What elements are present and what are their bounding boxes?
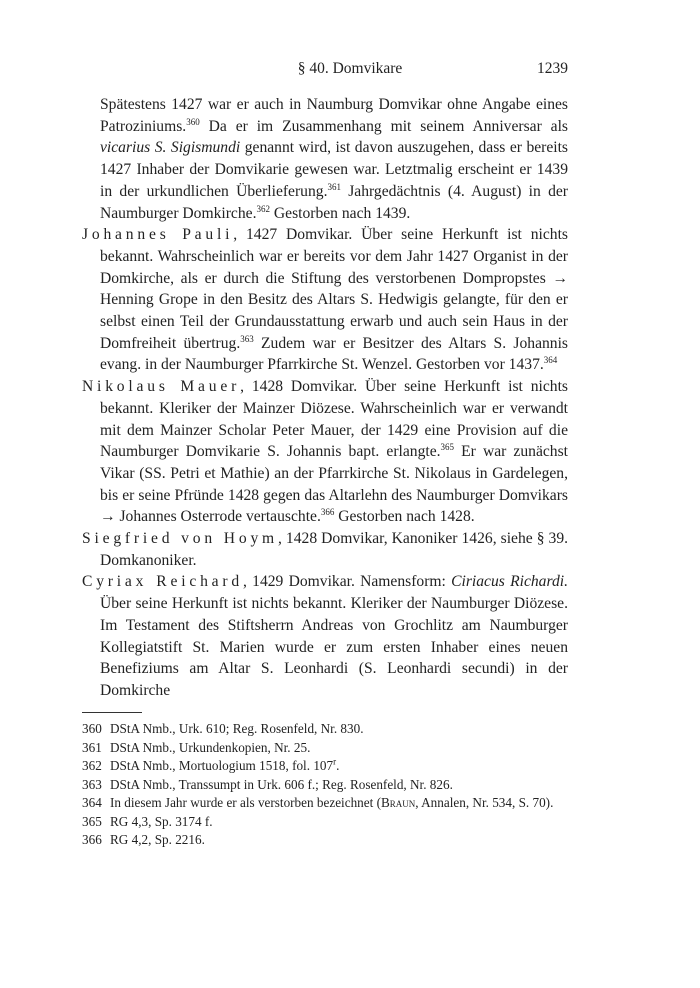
italic-text: vicarius S. Sigismundi (100, 139, 241, 157)
footnote-ref: 361 (327, 181, 341, 192)
text-run: . (336, 758, 340, 773)
text-run: DStA Nmb., Mortuologium 1518, fol. 107 (110, 758, 334, 773)
footnote (82, 720, 568, 739)
footnote-number: 360 (82, 721, 102, 736)
entry-nikolaus-mauer (82, 376, 568, 528)
main-text (82, 94, 568, 702)
text-run: Über seine Herkunft ist nichts bekannt. Kleriker der Naumburger Diözese. Im Testament des Stiftsherrn Andreas von Grochlitz am Naumburger Kollegiatstift St. Marien wurde er zum ersten Inhaber eines neuen Benefiziums am Altar S. Leonhardi (S. Leonhardi secundi) in der Domkirche (100, 595, 568, 699)
italic-text: Ciriacus Richardi. (451, 573, 568, 591)
entry-name: Johannes Pauli (82, 226, 234, 244)
footnote-rule (82, 712, 142, 713)
footnote-text (110, 776, 568, 795)
text-run: RG 4,3, Sp. 3174 f. (110, 813, 213, 829)
text-run: DStA Nmb., Transsumpt in Urk. 606 f.; Reg. Rosenfeld, Nr. 826. (110, 776, 453, 792)
entry-cyriax-reichard (82, 571, 568, 701)
footnote-number: 365 (82, 813, 102, 829)
footnote-text (110, 720, 568, 739)
footnote-text (110, 813, 568, 832)
footnotes (82, 720, 568, 850)
footnote (82, 776, 568, 795)
text-run: Spätestens 1427 war er auch in Naumburg Domvikar ohne Angabe eines Patroziniums. (100, 96, 568, 135)
text-run: Da er im Zusammenhang mit seinem Anniversar als (199, 117, 568, 135)
footnote (82, 794, 568, 813)
entry-name: Cyriax Reichard (82, 573, 243, 591)
footnote-text (110, 794, 568, 813)
text-run: DStA Nmb., Urk. 610; Reg. Rosenfeld, Nr. 830. (110, 721, 364, 736)
footnote-text (110, 757, 568, 776)
footnote-number: 362 (82, 758, 102, 773)
text-run: Jahrgedächtnis (4. August) in der Naumburger Domkirche. (100, 182, 568, 222)
footnote-number: 361 (82, 739, 102, 755)
text-run: RG 4,2, Sp. 2216. (110, 832, 205, 847)
text-run: Er war zunächst Vikar (SS. Petri et Mathie) an der Pfarrkirche St. Nikolaus in Gardelegen, bis er seine Pfründe 1428 gegen das Altarlehn des Naumburger Domvikars → Johannes Osterrode vertauschte. (100, 443, 568, 526)
entry-johannes-pauli (82, 224, 568, 376)
footnote-ref: 364 (543, 355, 558, 366)
text-run: Gestorben nach 1439. (269, 204, 411, 222)
author-name: Braun (380, 795, 416, 810)
footnote-number: 366 (82, 832, 102, 847)
text-run: Gestorben nach 1428. (334, 508, 475, 526)
text-run: In diesem Jahr wurde er als verstorben bezeichnet ( (110, 795, 381, 810)
text-run: , 1427 Domvikar. Über seine Herkunft ist nichts bekannt. Wahrscheinlich war er bereits vor dem Jahr 1427 Organist in der Domkirche, als er durch die Stiftung des verstorbenen Dompropstes → Henning Grope in den Besitz des Altars S. Hedwigis gelangte, für den er selbst einen Teil der Grundausstattung erwarb und auch sein Haus in der Domfreiheit übertrug. (100, 226, 568, 352)
entry-name: Siegfried von Hoym (82, 530, 278, 548)
footnote-text (110, 739, 568, 758)
footnote (82, 739, 568, 758)
text-run: , Annalen, Nr. 534, S. 70). (415, 795, 554, 810)
footnote-ref: 365 (440, 442, 455, 453)
entry-name: Nikolaus Mauer (82, 378, 241, 396)
text-run: Zudem war er Besitzer des Altars S. Johannis evang. in der Naumburger Pfarrkirche St. Wenzel. Gestorben vor 1437. (100, 334, 568, 374)
text-run: , 1428 Domvikar, Kanoniker 1426, siehe § 39. Domkanoniker. (100, 530, 569, 569)
page-number: 1239 (537, 60, 568, 77)
footnote-ref: 363 (240, 333, 254, 344)
running-header (0, 60, 700, 82)
footnote-text (110, 831, 568, 850)
footnote (82, 831, 568, 850)
text-run: , 1428 Domvikar. Über seine Herkunft ist nichts bekannt. Kleriker der Mainzer Diözese. Wahrscheinlich war er verwandt mit dem Mainzer Scholar Peter Mauer, der 1429 eine Provision auf die Naumburger Domvikarie S. Johannis bapt. erlangte. (100, 378, 568, 461)
paragraph-continuation (82, 94, 568, 224)
footnote-number: 363 (82, 776, 102, 792)
footnote-number: 364 (82, 795, 102, 810)
footnote-ref: 366 (320, 507, 335, 518)
footnote-ref: 362 (256, 203, 270, 214)
text-run: , 1429 Domvikar. Namensform: (242, 573, 452, 591)
text-run: genannt wird, ist davon auszugehen, dass er bereits 1427 Inhaber der Domvikarie gewesen war. Letztmalig erscheint er 1439 in der urkundlichen Überlieferung. (100, 139, 569, 200)
footnote (82, 757, 568, 776)
entry-siegfried-von-hoym (82, 528, 568, 571)
footnote (82, 813, 568, 832)
footnote-ref: 360 (186, 116, 200, 127)
text-run: DStA Nmb., Urkundenkopien, Nr. 25. (110, 739, 311, 755)
running-section-title: § 40. Domvikare (297, 60, 403, 77)
footnote-ref: r (333, 756, 337, 767)
